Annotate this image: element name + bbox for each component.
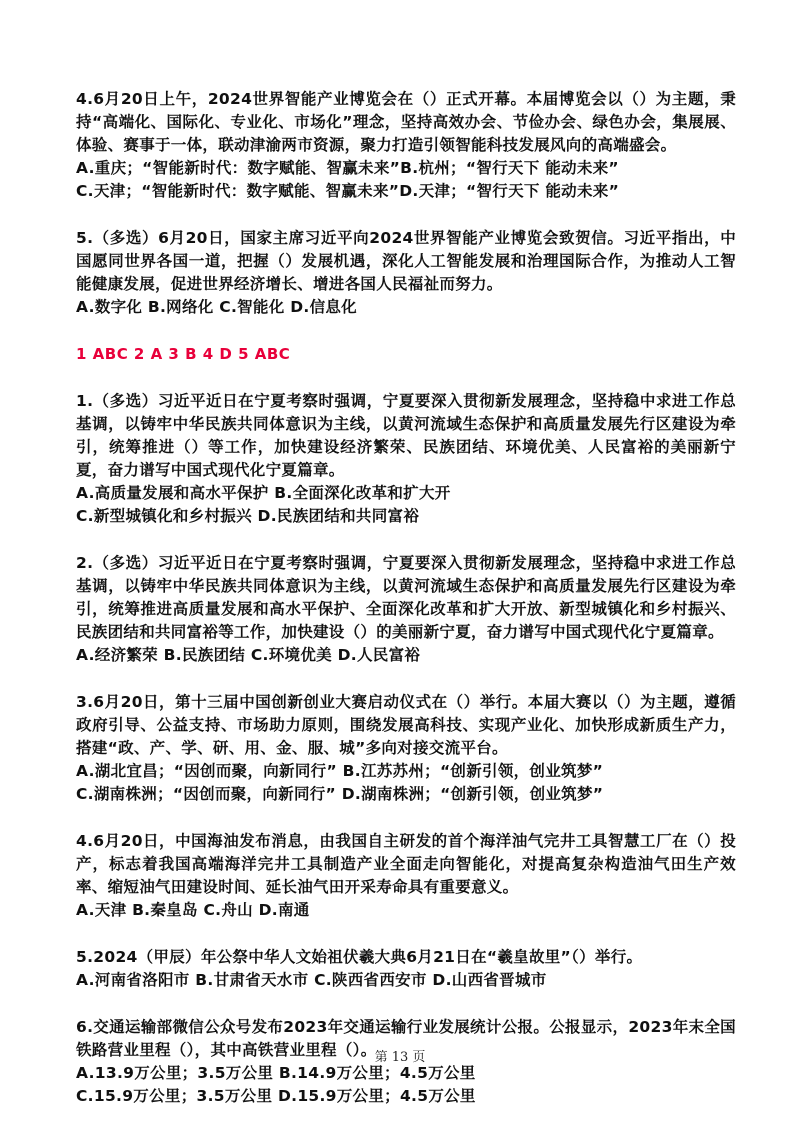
question-stem: 4.6月20日上午，2024世界智能产业博览会在（）正式开幕。本届博览会以（）为主题，秉持“高端化、国际化、专业化、市场化”理念，坚持高效办会、节俭办会、绿色办会，集展展、体验、赛事于一体，联动津渝两市资源，聚力打造引领智能科技发展风向的高端盛会。	[76, 90, 736, 154]
answer-key: 1 ABC 2 A 3 B 4 D 5 ABC	[76, 345, 291, 363]
option-line: A.湖北宜昌；“因创而聚，向新同行” B.江苏苏州；“创新引领，创业筑梦”	[76, 762, 604, 780]
option-line: A.经济繁荣 B.民族团结 C.环境优美 D.人民富裕	[76, 646, 421, 664]
page-number: 第 13 页	[374, 1050, 426, 1065]
option-line: C.15.9万公里；3.5万公里 D.15.9万公里；4.5万公里	[76, 1087, 476, 1105]
question-s1-5	[76, 227, 736, 319]
question-stem: 3.6月20日，第十三届中国创新创业大赛启动仪式在（）举行。本届大赛以（）为主题，遵循政府引导、公益支持、市场助力原则，围绕发展高科技、实现产业化、加快形成新质生产力，搭建“政、产、学、研、用、金、服、城”多向对接交流平台。	[76, 693, 736, 757]
question-s1-4	[76, 88, 736, 203]
question-s2-1	[76, 390, 736, 528]
question-s2-5	[76, 946, 736, 992]
question-stem: 2.（多选）习近平近日在宁夏考察时强调，宁夏要深入贯彻新发展理念，坚持稳中求进工作总基调，以铸牢中华民族共同体意识为主线，以黄河流域生态保护和高质量发展先行区建设为牵引，统筹推进高质量发展和高水平保护、全面深化改革和扩大开放、新型城镇化和乡村振兴、民族团结和共同富裕等工作，加快建设（）的美丽新宁夏，奋力谱写中国式现代化宁夏篇章。	[76, 554, 736, 641]
question-s2-2	[76, 552, 736, 667]
question-s2-3	[76, 691, 736, 806]
question-stem: 5.2024（甲辰）年公祭中华人文始祖伏羲大典6月21日在“羲皇故里”（）举行。	[76, 948, 643, 966]
option-line: C.新型城镇化和乡村振兴 D.民族团结和共同富裕	[76, 507, 420, 525]
option-line: A.数字化 B.网络化 C.智能化 D.信息化	[76, 298, 357, 316]
question-s2-4	[76, 830, 736, 922]
question-stem: 5.（多选）6月20日，国家主席习近平向2024世界智能产业博览会致贺信。习近平指出，中国愿同世界各国一道，把握（）发展机遇，深化人工智能发展和治理国际合作，为推动人工智能健康发展，促进世界经济增长、增进各国人民福祉而努力。	[76, 229, 736, 293]
document-page	[76, 88, 736, 1132]
question-stem: 6.交通运输部微信公众号发布2023年交通运输行业发展统计公报。公报显示，2023年末全国铁路营业里程（），其中高铁营业里程（）。	[76, 1018, 736, 1059]
option-line: A.高质量发展和高水平保护 B.全面深化改革和扩大开	[76, 484, 451, 502]
option-line: A.河南省洛阳市 B.甘肃省天水市 C.陕西省西安市 D.山西省晋城市	[76, 971, 547, 989]
option-line: A.重庆；“智能新时代：数字赋能、智赢未来”B.杭州；“智行天下 能动未来”	[76, 159, 619, 177]
option-line: A.13.9万公里；3.5万公里 B.14.9万公里；4.5万公里	[76, 1064, 476, 1082]
option-line: C.天津；“智能新时代：数字赋能、智赢未来”D.天津；“智行天下 能动未来”	[76, 182, 620, 200]
option-line: A.天津 B.秦皇岛 C.舟山 D.南通	[76, 901, 310, 919]
question-stem: 1.（多选）习近平近日在宁夏考察时强调，宁夏要深入贯彻新发展理念，坚持稳中求进工作总基调，以铸牢中华民族共同体意识为主线，以黄河流域生态保护和高质量发展先行区建设为牵引，统筹推进（）等工作，加快建设经济繁荣、民族团结、环境优美、人民富裕的美丽新宁夏，奋力谱写中国式现代化宁夏篇章。	[76, 392, 736, 479]
option-line: C.湖南株洲；“因创而聚，向新同行” D.湖南株洲；“创新引领，创业筑梦”	[76, 785, 604, 803]
question-stem: 4.6月20日，中国海油发布消息，由我国自主研发的首个海洋油气完井工具智慧工厂在（）投产，标志着我国高端海洋完井工具制造产业全面走向智能化，对提高复杂构造油气田生产效率、缩短油气田建设时间、延长油气田开采寿命具有重要意义。	[76, 832, 736, 896]
